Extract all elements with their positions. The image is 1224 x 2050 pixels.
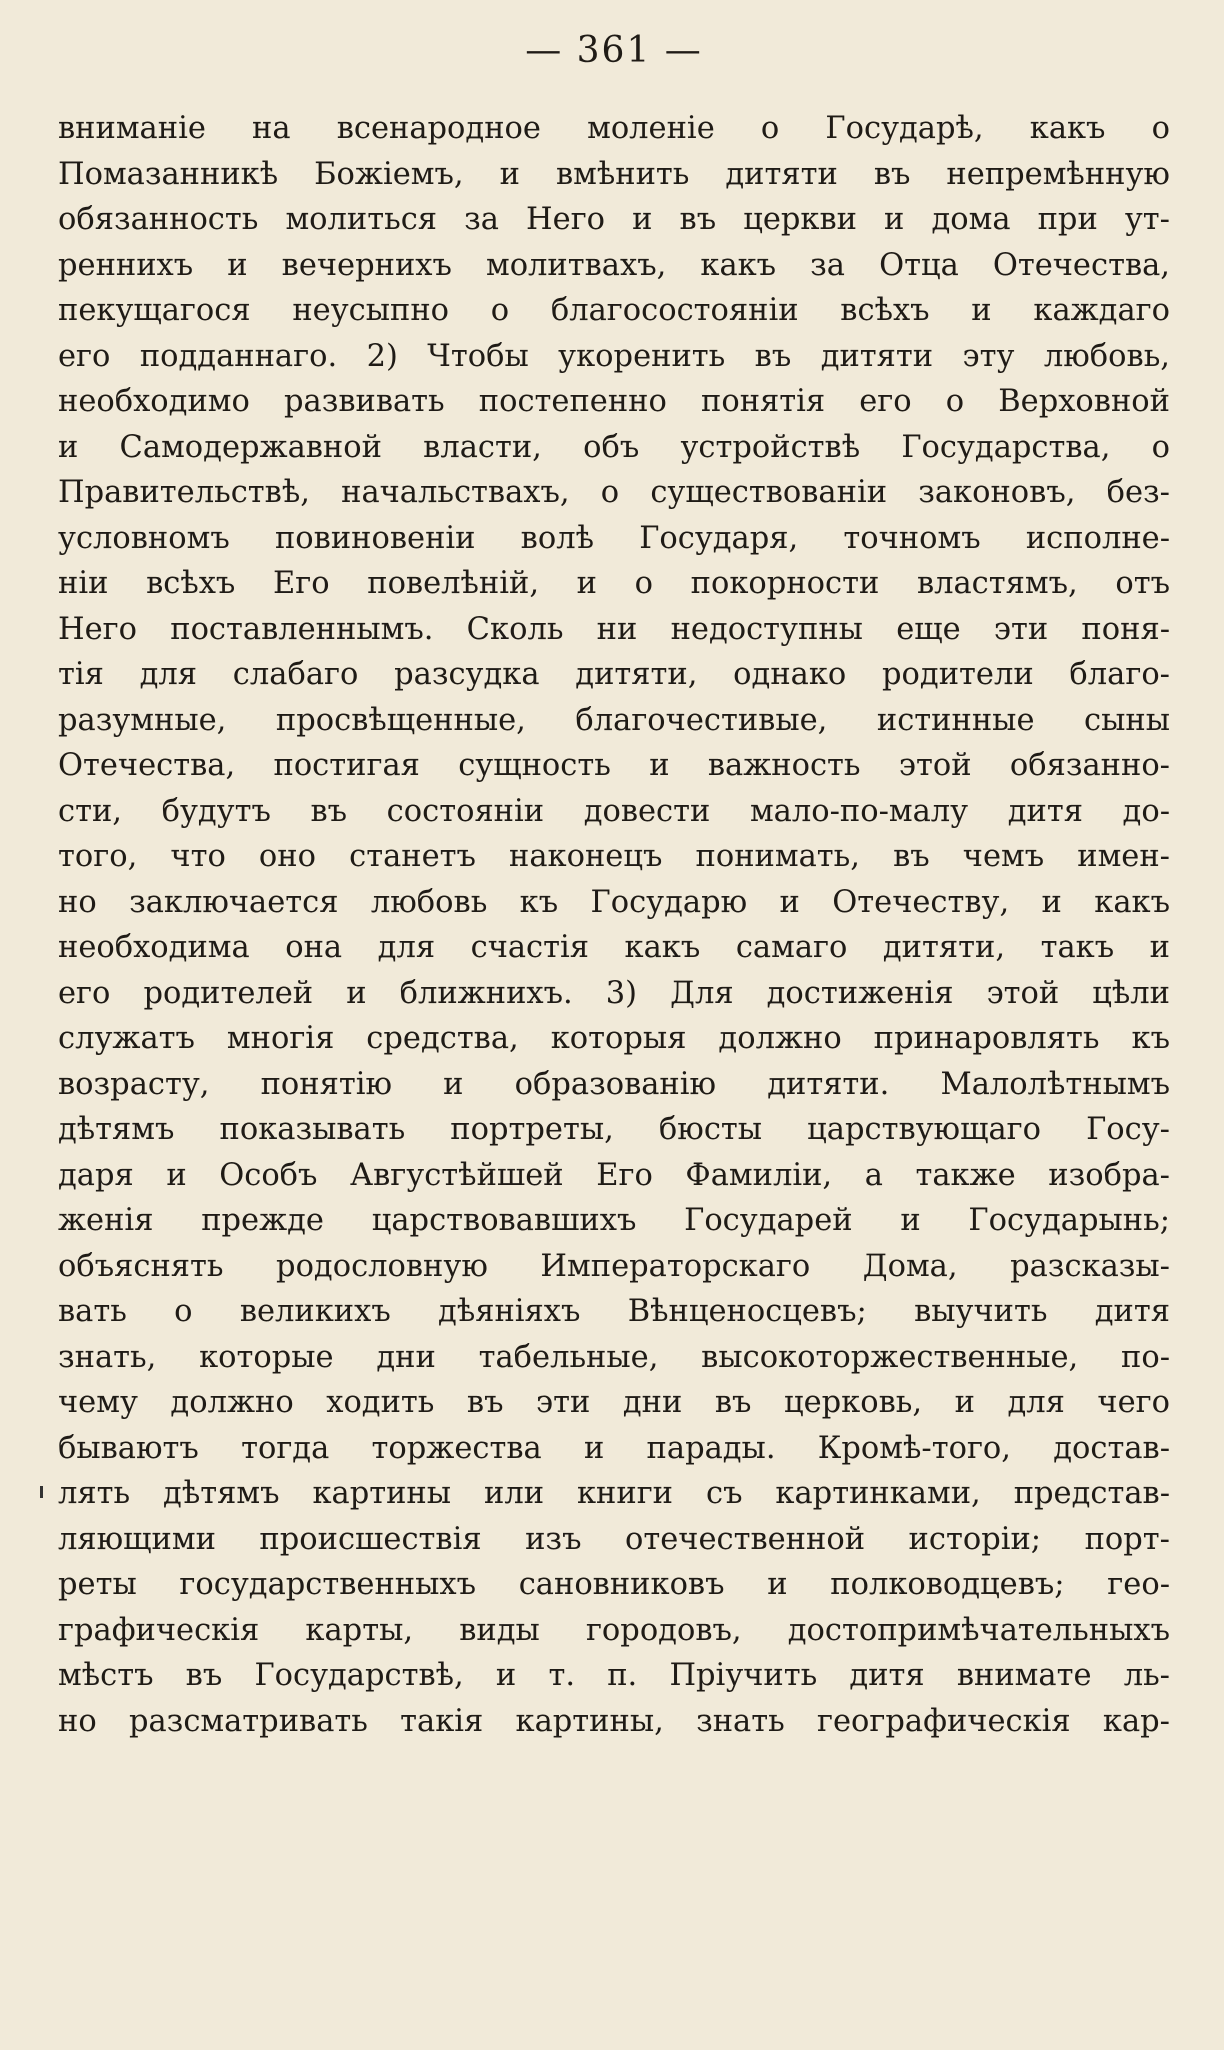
text-line: ніи всѣхъ Его повелѣній, и о покорности властямъ, отъ xyxy=(58,566,1170,601)
text-line: но заключается любовь къ Государю и Отечеству, и какъ xyxy=(58,884,1170,920)
text-line: тія для слабаго разсудка дитяти, однако родители благо- xyxy=(58,657,1170,692)
text-line: Помазанникѣ Божіемъ, и вмѣнить дитяти въ непремѣнную xyxy=(58,156,1170,192)
text-line: и Самодержавной власти, объ устройствѣ Государства, о xyxy=(58,429,1170,465)
text-line: обязанность молиться за Него и въ церкви и дома при ут- xyxy=(58,202,1170,237)
text-line: чему должно ходить въ эти дни въ церковь, и для чего xyxy=(58,1385,1170,1420)
text-line: его родителей и ближнихъ. 3) Для достиженія этой цѣли xyxy=(58,975,1170,1011)
text-line: того, что оно станетъ наконецъ понимать, въ чемъ имен- xyxy=(58,839,1170,874)
text-line: Правительствѣ, начальствахъ, о существованіи законовъ, без- xyxy=(58,475,1170,510)
text-line: пекущагося неусыпно о благосостояніи всѣхъ и каждаго xyxy=(58,293,1170,328)
text-line: даря и Особъ Августѣйшей Его Фамиліи, а также изобра- xyxy=(58,1157,1170,1193)
text-line: необходима она для счастія какъ самаго дитяти, такъ и xyxy=(58,930,1170,965)
text-line: но разсматривать такія картины, знать географическія кар- xyxy=(58,1703,1170,1739)
text-line: необходимо развивать постепенно понятія его о Верховной xyxy=(58,384,1170,419)
text-line: условномъ повиновеніи волѣ Государя, точномъ исполне- xyxy=(58,520,1170,556)
text-line: реннихъ и вечернихъ молитвахъ, какъ за Отца Отечества, xyxy=(58,247,1170,283)
text-line: служатъ многія средства, которыя должно принаровлять къ xyxy=(58,1021,1170,1056)
text-line: Него поставленнымъ. Сколь ни недоступны еще эти поня- xyxy=(58,611,1170,647)
text-line: бываютъ тогда торжества и парады. Кромѣ-того, достав- xyxy=(58,1430,1170,1466)
text-line: возрасту, понятію и образованію дитяти. Малолѣтнымъ xyxy=(58,1066,1170,1102)
text-line: его подданнаго. 2) Чтобы укоренить въ дитяти эту любовь, xyxy=(58,338,1170,374)
text-line: дѣтямъ показывать портреты, бюсты царствующаго Госу- xyxy=(58,1112,1170,1147)
body-text xyxy=(58,106,1170,1744)
text-line: графическія карты, виды городовъ, достопримѣчательныхъ xyxy=(58,1612,1170,1648)
margin-mark xyxy=(40,1486,43,1498)
text-line: лять дѣтямъ картины или книги съ картинками, представ- xyxy=(58,1476,1170,1511)
text-line: Отечества, постигая сущность и важность этой обязанно- xyxy=(58,748,1170,783)
text-line: ляющими происшествія изъ отечественной исторіи; порт- xyxy=(58,1521,1170,1557)
text-line: объяснять родословную Императорскаго Дома, разсказы- xyxy=(58,1248,1170,1284)
text-line: реты государственныхъ сановниковъ и полководцевъ; гео- xyxy=(58,1567,1170,1602)
text-line: мѣстъ въ Государствѣ, и т. п. Пріучить дитя внимате ль- xyxy=(58,1658,1170,1693)
text-line: вать о великихъ дѣяніяхъ Вѣнценосцевъ; выучить дитя xyxy=(58,1294,1170,1329)
text-line: знать, которые дни табельные, высокоторжественные, по- xyxy=(58,1339,1170,1375)
text-line: вниманіе на всенародное моленіе о Государѣ, какъ о xyxy=(58,111,1170,146)
text-line: разумные, просвѣщенные, благочестивые, истинные сыны xyxy=(58,702,1170,738)
page-number: — 361 — xyxy=(525,30,703,71)
text-line: женія прежде царствовавшихъ Государей и Государынь; xyxy=(58,1203,1170,1238)
text-line: сти, будутъ въ состояніи довести мало-по-малу дитя до- xyxy=(58,793,1170,829)
